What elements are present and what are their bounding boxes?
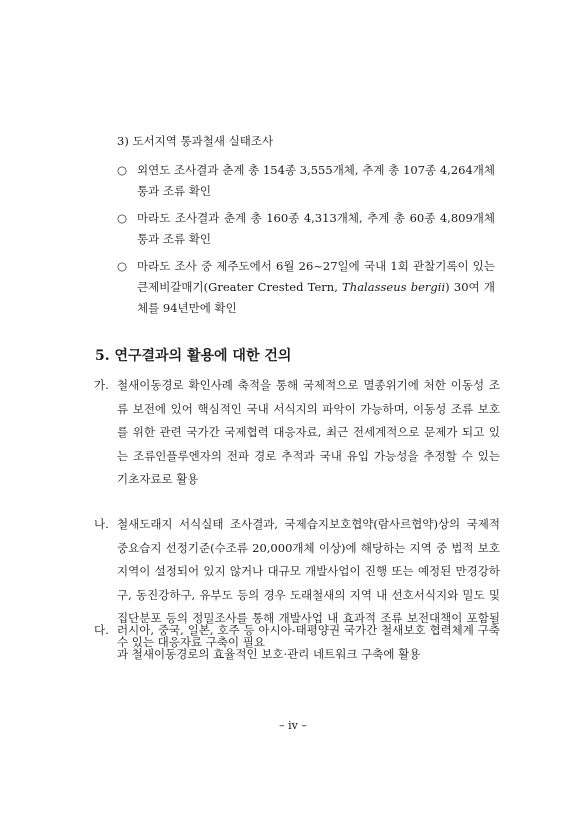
item-text: 철새이동경로 확인사례 축적을 통해 국제적으로 멸종위기에 처한 이동성 조류 보전에 있어 핵심적인 국내 서식지의 파악이 가능하며, 이동성 조류 보호를 위한 관련 국가간 국제협력 대응자료, 최근 전세계적으로 문제가 되고 있는 조류인플루엔자의 전파 경로 추적과 국내 유입 가능성을 추정할 수 있는 기초자료로 활용 xyxy=(117,378,500,486)
subsection-heading: 3) 도서지역 통과철새 실태조사 xyxy=(117,134,274,148)
bullet-marker: ○ xyxy=(117,259,128,273)
bullet-text xyxy=(137,256,495,319)
item-text: 러시아, 중국, 일본, 호주 등 아시아-태평양권 국가간 철새보호 협력체계 구축과 철새이동경로의 효율적인 보호·관리 네트워크 구축에 활용 xyxy=(117,623,500,661)
species-name: Thalasseus bergii xyxy=(342,280,446,294)
bullet-text-part: 마라도 조사 중 제주도에서 6월 26~27일에 국내 1회 관찰기록이 있는 큰제비갈매기(Greater Crested Tern, xyxy=(137,259,495,294)
bullet-text: 마라도 조사결과 춘계 총 160종 4,313개체, 추계 총 60종 4,809개체 통과 조류 확인 xyxy=(137,211,495,246)
item-marker: 가. xyxy=(94,378,109,392)
item-marker: 나. xyxy=(94,517,109,531)
bullet-marker: ○ xyxy=(117,211,128,225)
bullet-marker: ○ xyxy=(117,163,128,177)
page-number: – iv – xyxy=(279,719,307,732)
bullet-text: 외연도 조사결과 춘계 총 154종 3,555개체, 추계 총 107종 4,264개체 통과 조류 확인 xyxy=(137,163,495,198)
bullet-text-part: ) 30여 개체를 94년만에 확인 xyxy=(137,280,496,315)
item-text: 철새도래지 서식실태 조사결과, 국제습지보호협약(람사르협약)상의 국제적 중요습지 선정기준(수조류 20,000개체 이상)에 해당하는 지역 중 법적 보호지역이 설정되어 있지 않거나 대규모 개발사업이 진행 또는 예정된 만경강하구, 동진강하구, 유부도 등의 경우 도래철새의 지역 내 선호서식지와 밀도 및 집단분포 등의 정밀조사를 통해 개발사업 내 효과적 조류 보전대책이 포함될 수 있는 대응자료 구축이 필요 xyxy=(117,517,500,649)
item-marker: 다. xyxy=(94,623,109,637)
section-title: 5. 연구결과의 활용에 대한 건의 xyxy=(95,348,292,364)
